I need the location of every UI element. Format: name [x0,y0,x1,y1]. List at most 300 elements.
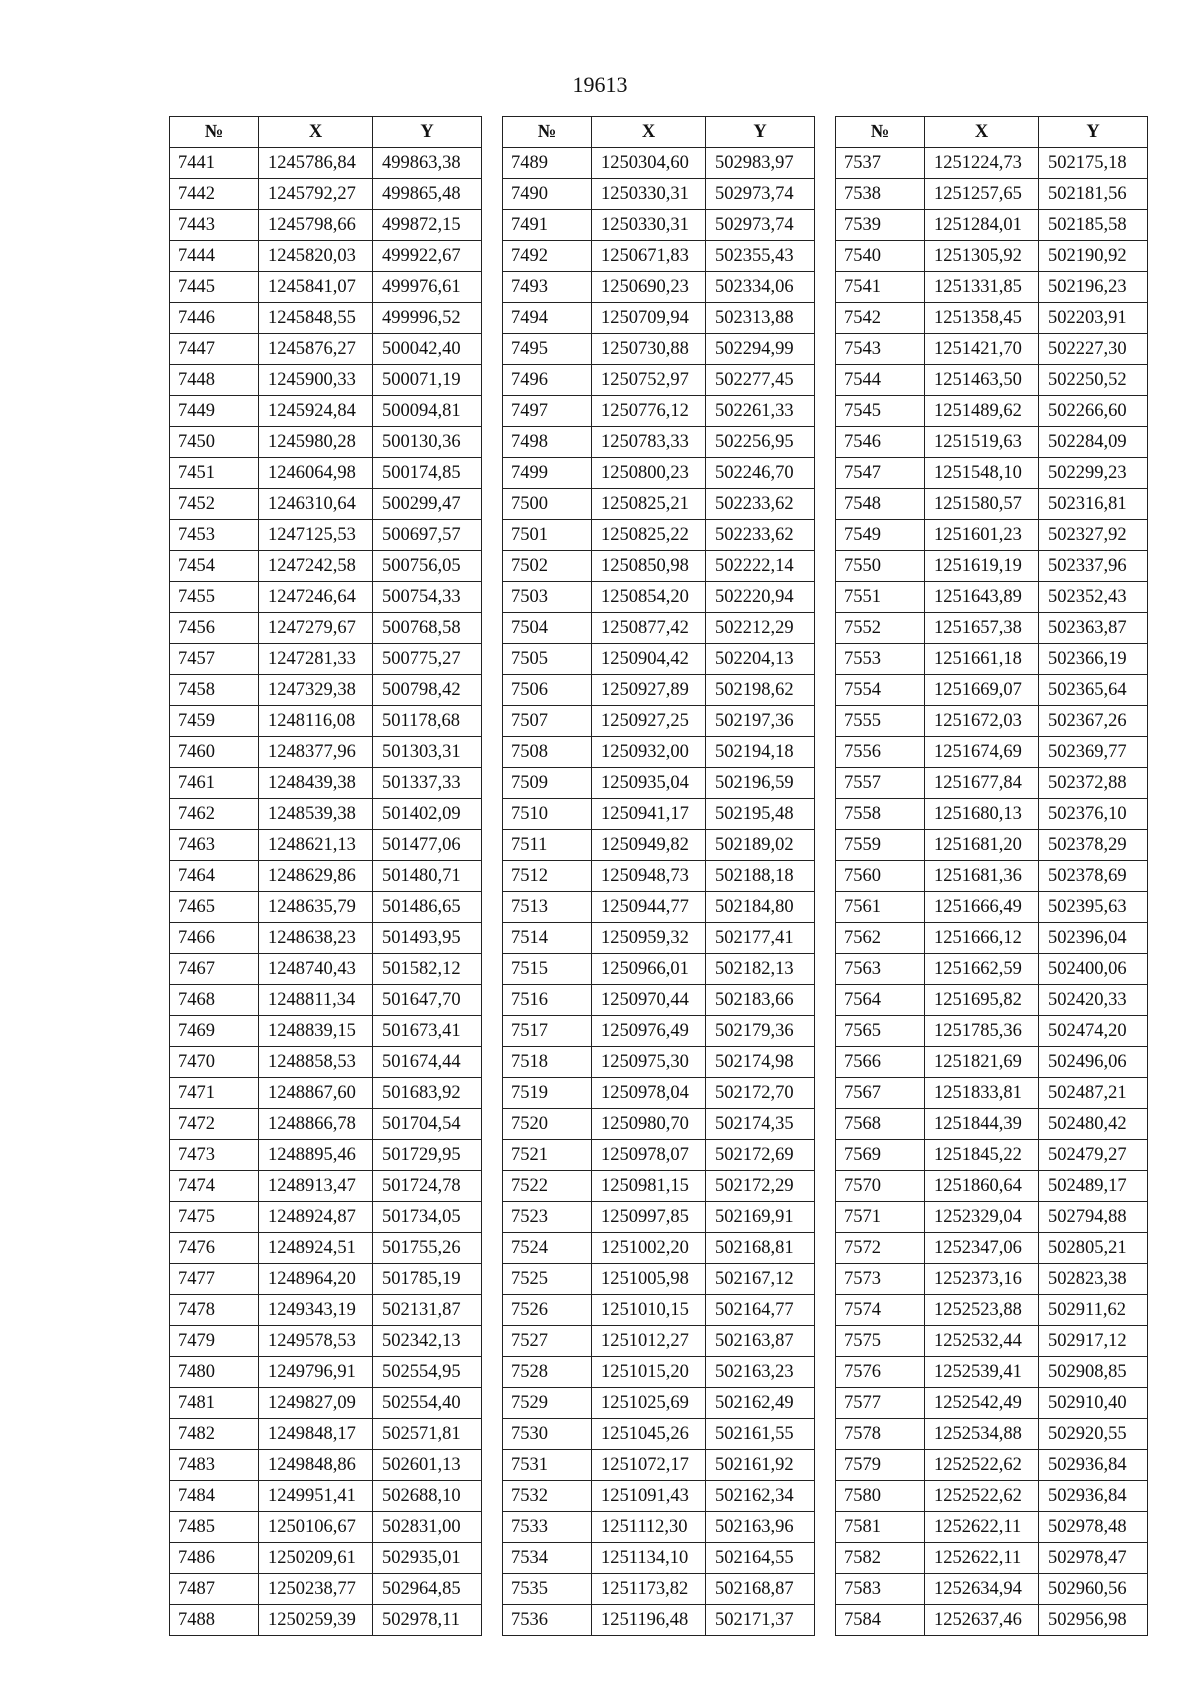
cell-y: 502189,02 [706,830,815,861]
table-row [170,892,482,923]
cell-y: 501486,65 [373,892,482,923]
cell-x: 1245924,84 [259,396,373,427]
cell-number: 7466 [170,923,259,954]
cell-number: 7453 [170,520,259,551]
cell-x: 1249848,17 [259,1419,373,1450]
cell-number: 7495 [503,334,592,365]
cell-number: 7484 [170,1481,259,1512]
cell-x: 1250709,94 [592,303,706,334]
table-row [836,830,1148,861]
cell-y: 502917,12 [1039,1326,1148,1357]
cell-number: 7469 [170,1016,259,1047]
cell-number: 7457 [170,644,259,675]
cell-x: 1251666,49 [925,892,1039,923]
table-row [503,1078,815,1109]
table-row [503,582,815,613]
cell-y: 502973,74 [706,210,815,241]
cell-number: 7461 [170,768,259,799]
table-row [503,1605,815,1636]
cell-y: 502369,77 [1039,737,1148,768]
table-row [170,365,482,396]
cell-y: 502188,18 [706,861,815,892]
table-row [170,427,482,458]
cell-x: 1246310,64 [259,489,373,520]
table-row [503,1326,815,1357]
cell-x: 1245820,03 [259,241,373,272]
cell-x: 1245900,33 [259,365,373,396]
table-row [503,272,815,303]
table-row [170,272,482,303]
table-row [836,458,1148,489]
table-row [836,1512,1148,1543]
cell-y: 499863,38 [373,148,482,179]
table-row [503,737,815,768]
table-row [503,1264,815,1295]
cell-x: 1249578,53 [259,1326,373,1357]
cell-number: 7450 [170,427,259,458]
cell-number: 7487 [170,1574,259,1605]
cell-x: 1245786,84 [259,148,373,179]
cell-number: 7516 [503,985,592,1016]
cell-x: 1251681,20 [925,830,1039,861]
cell-y: 501303,31 [373,737,482,768]
cell-y: 499922,67 [373,241,482,272]
table-row [170,1202,482,1233]
cell-x: 1251666,12 [925,923,1039,954]
table-row [170,1109,482,1140]
cell-x: 1252542,49 [925,1388,1039,1419]
cell-x: 1248638,23 [259,923,373,954]
table-row [836,799,1148,830]
cell-x: 1252637,46 [925,1605,1039,1636]
cell-x: 1252534,88 [925,1419,1039,1450]
cell-number: 7578 [836,1419,925,1450]
cell-y: 502342,13 [373,1326,482,1357]
cell-number: 7575 [836,1326,925,1357]
cell-x: 1249796,91 [259,1357,373,1388]
cell-number: 7518 [503,1047,592,1078]
cell-y: 502250,52 [1039,365,1148,396]
cell-number: 7471 [170,1078,259,1109]
cell-x: 1250800,23 [592,458,706,489]
cell-number: 7571 [836,1202,925,1233]
header-y: Y [1039,117,1148,148]
cell-y: 502973,74 [706,179,815,210]
cell-number: 7481 [170,1388,259,1419]
table-header-row [836,117,1148,148]
cell-number: 7489 [503,148,592,179]
table-row [503,1419,815,1450]
cell-number: 7545 [836,396,925,427]
cell-y: 502960,56 [1039,1574,1148,1605]
cell-y: 502487,21 [1039,1078,1148,1109]
cell-y: 500071,19 [373,365,482,396]
cell-number: 7464 [170,861,259,892]
table-row [170,1512,482,1543]
cell-number: 7455 [170,582,259,613]
cell-x: 1252329,04 [925,1202,1039,1233]
table-row [170,458,482,489]
cell-y: 502163,96 [706,1512,815,1543]
cell-x: 1251845,22 [925,1140,1039,1171]
cell-number: 7502 [503,551,592,582]
cell-y: 500299,47 [373,489,482,520]
cell-x: 1251005,98 [592,1264,706,1295]
table-row [170,303,482,334]
cell-number: 7488 [170,1605,259,1636]
cell-x: 1250976,49 [592,1016,706,1047]
cell-x: 1252539,41 [925,1357,1039,1388]
cell-y: 502183,66 [706,985,815,1016]
cell-y: 502212,29 [706,613,815,644]
header-y: Y [706,117,815,148]
table-row [836,923,1148,954]
cell-y: 501785,19 [373,1264,482,1295]
table-row [170,1481,482,1512]
cell-number: 7442 [170,179,259,210]
cell-y: 502220,94 [706,582,815,613]
cell-x: 1250980,70 [592,1109,706,1140]
table-row [503,644,815,675]
cell-x: 1247279,67 [259,613,373,644]
cell-x: 1250776,12 [592,396,706,427]
table-row [170,675,482,706]
table-row [836,241,1148,272]
cell-number: 7449 [170,396,259,427]
cell-y: 502169,91 [706,1202,815,1233]
cell-x: 1248867,60 [259,1078,373,1109]
table-row [503,706,815,737]
cell-x: 1248924,51 [259,1233,373,1264]
cell-x: 1250690,23 [592,272,706,303]
cell-number: 7529 [503,1388,592,1419]
cell-number: 7443 [170,210,259,241]
cell-number: 7570 [836,1171,925,1202]
cell-number: 7544 [836,365,925,396]
cell-x: 1250970,44 [592,985,706,1016]
cell-number: 7551 [836,582,925,613]
cell-number: 7444 [170,241,259,272]
table-row [503,954,815,985]
cell-y: 501729,95 [373,1140,482,1171]
cell-y: 502299,23 [1039,458,1148,489]
coordinates-table-3 [835,116,1148,1636]
cell-y: 502489,17 [1039,1171,1148,1202]
cell-x: 1247246,64 [259,582,373,613]
cell-x: 1252347,06 [925,1233,1039,1264]
cell-x: 1245876,27 [259,334,373,365]
table-row [170,1543,482,1574]
cell-number: 7491 [503,210,592,241]
cell-x: 1251548,10 [925,458,1039,489]
cell-y: 502327,92 [1039,520,1148,551]
cell-number: 7565 [836,1016,925,1047]
cell-number: 7445 [170,272,259,303]
cell-y: 500775,27 [373,644,482,675]
cell-x: 1251680,13 [925,799,1039,830]
cell-number: 7465 [170,892,259,923]
cell-x: 1251224,73 [925,148,1039,179]
table-row [836,272,1148,303]
cell-number: 7564 [836,985,925,1016]
cell-number: 7579 [836,1450,925,1481]
cell-y: 502376,10 [1039,799,1148,830]
cell-x: 1251601,23 [925,520,1039,551]
table-row [836,1202,1148,1233]
cell-number: 7525 [503,1264,592,1295]
cell-y: 502177,41 [706,923,815,954]
table-row [836,582,1148,613]
table-row [503,1233,815,1264]
table-row [836,179,1148,210]
cell-y: 502355,43 [706,241,815,272]
cell-y: 502196,59 [706,768,815,799]
cell-number: 7541 [836,272,925,303]
cell-number: 7553 [836,644,925,675]
cell-y: 502474,20 [1039,1016,1148,1047]
cell-y: 502496,06 [1039,1047,1148,1078]
cell-number: 7552 [836,613,925,644]
cell-x: 1248839,15 [259,1016,373,1047]
cell-y: 499872,15 [373,210,482,241]
cell-number: 7483 [170,1450,259,1481]
cell-number: 7542 [836,303,925,334]
table-row [170,1233,482,1264]
cell-number: 7474 [170,1171,259,1202]
cell-x: 1250941,17 [592,799,706,830]
cell-number: 7569 [836,1140,925,1171]
table-row [170,1264,482,1295]
table-row [170,210,482,241]
table-row [836,613,1148,644]
cell-x: 1250927,89 [592,675,706,706]
cell-y: 502167,12 [706,1264,815,1295]
cell-x: 1250877,42 [592,613,706,644]
cell-x: 1248895,46 [259,1140,373,1171]
cell-number: 7513 [503,892,592,923]
table-row [170,179,482,210]
cell-number: 7580 [836,1481,925,1512]
cell-number: 7499 [503,458,592,489]
cell-y: 502233,62 [706,489,815,520]
cell-y: 502571,81 [373,1419,482,1450]
cell-y: 500042,40 [373,334,482,365]
cell-y: 502172,70 [706,1078,815,1109]
cell-y: 500754,33 [373,582,482,613]
table-row [170,1326,482,1357]
cell-y: 502554,95 [373,1357,482,1388]
table-header-row [503,117,815,148]
table-row [836,1109,1148,1140]
cell-x: 1250978,07 [592,1140,706,1171]
cell-x: 1247329,38 [259,675,373,706]
cell-number: 7462 [170,799,259,830]
cell-number: 7519 [503,1078,592,1109]
cell-x: 1249848,86 [259,1450,373,1481]
cell-y: 499865,48 [373,179,482,210]
page-number: 19613 [572,72,628,97]
cell-x: 1251674,69 [925,737,1039,768]
cell-x: 1248621,13 [259,830,373,861]
cell-number: 7496 [503,365,592,396]
cell-x: 1248635,79 [259,892,373,923]
table-row [170,1078,482,1109]
table-row [836,675,1148,706]
table-row [170,1388,482,1419]
cell-number: 7500 [503,489,592,520]
cell-number: 7584 [836,1605,925,1636]
cell-y: 502794,88 [1039,1202,1148,1233]
cell-x: 1251833,81 [925,1078,1039,1109]
cell-number: 7511 [503,830,592,861]
table-row [836,985,1148,1016]
table-row [836,1326,1148,1357]
table-row [503,551,815,582]
cell-y: 501704,54 [373,1109,482,1140]
cell-x: 1251844,39 [925,1109,1039,1140]
cell-y: 502935,01 [373,1543,482,1574]
table-row [170,1295,482,1326]
cell-number: 7506 [503,675,592,706]
table-row [170,1016,482,1047]
cell-y: 501674,44 [373,1047,482,1078]
header-number: № [503,117,592,148]
cell-y: 502601,13 [373,1450,482,1481]
table-row [170,334,482,365]
cell-number: 7478 [170,1295,259,1326]
cell-number: 7520 [503,1109,592,1140]
cell-number: 7554 [836,675,925,706]
cell-x: 1252373,16 [925,1264,1039,1295]
cell-number: 7475 [170,1202,259,1233]
cell-y: 502956,98 [1039,1605,1148,1636]
cell-y: 502920,55 [1039,1419,1148,1450]
table-row [170,396,482,427]
table-row [836,644,1148,675]
table-row [503,1481,815,1512]
cell-number: 7522 [503,1171,592,1202]
table-row [503,1450,815,1481]
table-row [503,892,815,923]
cell-x: 1250209,61 [259,1543,373,1574]
table-row [503,210,815,241]
cell-number: 7523 [503,1202,592,1233]
cell-number: 7482 [170,1419,259,1450]
table-row [503,1388,815,1419]
cell-y: 502174,98 [706,1047,815,1078]
cell-number: 7467 [170,954,259,985]
cell-y: 502162,49 [706,1388,815,1419]
cell-y: 502337,96 [1039,551,1148,582]
table-row [836,1264,1148,1295]
cell-number: 7543 [836,334,925,365]
cell-y: 502367,26 [1039,706,1148,737]
cell-x: 1251463,50 [925,365,1039,396]
cell-number: 7539 [836,210,925,241]
cell-y: 500094,81 [373,396,482,427]
cell-y: 502174,35 [706,1109,815,1140]
cell-y: 502168,87 [706,1574,815,1605]
cell-x: 1250978,04 [592,1078,706,1109]
cell-x: 1248116,08 [259,706,373,737]
cell-x: 1251421,70 [925,334,1039,365]
table-row [503,830,815,861]
cell-x: 1245848,55 [259,303,373,334]
cell-y: 502964,85 [373,1574,482,1605]
cell-x: 1251173,82 [592,1574,706,1605]
cell-number: 7480 [170,1357,259,1388]
cell-y: 502164,55 [706,1543,815,1574]
cell-x: 1251643,89 [925,582,1039,613]
cell-number: 7492 [503,241,592,272]
cell-x: 1250752,97 [592,365,706,396]
cell-x: 1248858,53 [259,1047,373,1078]
cell-x: 1248439,38 [259,768,373,799]
table-row [836,1171,1148,1202]
cell-number: 7582 [836,1543,925,1574]
cell-x: 1251284,01 [925,210,1039,241]
table-row [170,582,482,613]
cell-y: 502978,11 [373,1605,482,1636]
table-row [503,1047,815,1078]
cell-y: 502233,62 [706,520,815,551]
cell-x: 1251695,82 [925,985,1039,1016]
cell-number: 7530 [503,1419,592,1450]
cell-x: 1248866,78 [259,1109,373,1140]
cell-y: 500130,36 [373,427,482,458]
cell-number: 7555 [836,706,925,737]
cell-y: 502185,58 [1039,210,1148,241]
table-row [503,148,815,179]
table-row [503,1109,815,1140]
cell-x: 1251681,36 [925,861,1039,892]
cell-number: 7447 [170,334,259,365]
header-number: № [836,117,925,148]
cell-x: 1251015,20 [592,1357,706,1388]
table-row [503,1140,815,1171]
cell-number: 7501 [503,520,592,551]
cell-number: 7547 [836,458,925,489]
cell-y: 502197,36 [706,706,815,737]
cell-x: 1250850,98 [592,551,706,582]
cell-x: 1248377,96 [259,737,373,768]
table-row [170,1605,482,1636]
cell-number: 7508 [503,737,592,768]
cell-x: 1251619,19 [925,551,1039,582]
cell-x: 1251580,57 [925,489,1039,520]
cell-y: 502181,56 [1039,179,1148,210]
table-row [836,148,1148,179]
cell-number: 7583 [836,1574,925,1605]
cell-y: 502266,60 [1039,396,1148,427]
coordinates-tables [169,116,1147,1630]
cell-number: 7486 [170,1543,259,1574]
table-row [836,1543,1148,1574]
table-row [836,396,1148,427]
table-row [836,1419,1148,1450]
table-row [836,768,1148,799]
cell-x: 1250948,73 [592,861,706,892]
cell-x: 1250935,04 [592,768,706,799]
table-row [503,334,815,365]
table-row [503,241,815,272]
cell-y: 501477,06 [373,830,482,861]
table-row [836,210,1148,241]
table-row [170,954,482,985]
cell-x: 1250259,39 [259,1605,373,1636]
table-row [170,1419,482,1450]
cell-x: 1251331,85 [925,272,1039,303]
